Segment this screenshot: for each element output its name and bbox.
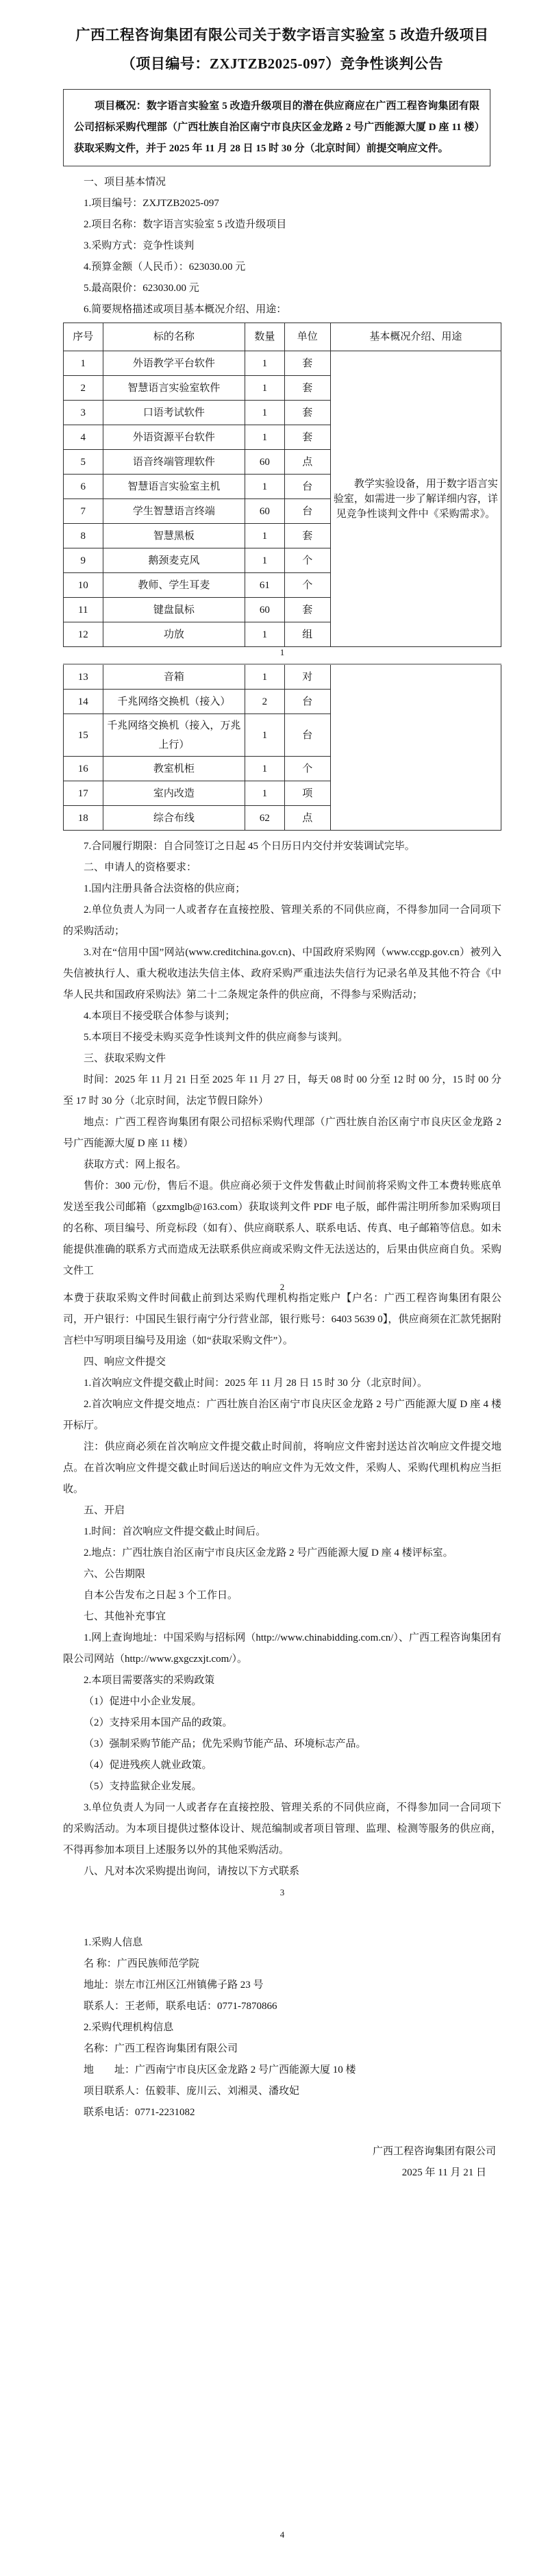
cell-qty: 1 [245,757,285,781]
paragraph: 2.地点：广西壮族自治区南宁市良庆区金龙路 2 号广西能源大厦 D 座 4 楼评标室。 [84,1548,453,1558]
cell-seq: 17 [64,781,103,806]
paragraph: 4.预算金额（人民币）：623030.00 元 [84,262,246,273]
cell-seq: 14 [64,690,103,714]
cell-unit: 个 [284,573,330,598]
paragraph: （1）促进中小企业发展。 [84,1696,202,1707]
section-contacts [63,1932,501,2184]
cell-name: 音箱 [103,664,245,690]
header-unit: 单位 [284,323,330,351]
paragraph: 1.国内注册具备合法资格的供应商； [84,883,246,894]
cell-name: 鹅颈麦克风 [103,548,245,573]
cell-qty: 1 [245,351,285,376]
cell-unit: 个 [284,548,330,573]
paragraph: 售价：300 元/份，售后不退。供应商必须于文件发售截止时间前将采购文件工本费转账底单发送至我公司邮箱（gzxmglb@163.com）获取谈判文件 PDF 电子版，邮件需注明所参加采购项目的名称、项目编号、所竞标段（如有）、供应商联系人、联系电话、传真、电子邮箱等信息。如未能提供准确的联系方式而造成无法联系供应商或采购文件无法送达的，后果由供应商自负。采购文件工 [63,1180,501,1276]
document-page-3 [0,1277,548,1904]
cell-name: 外语资源平台软件 [103,425,245,450]
cell-name: 功放 [103,622,245,647]
table-row [64,351,501,376]
paragraph: 7.合同履行期限：自合同签订之日起 45 个日历日内交付并安装调试完毕。 [84,841,415,852]
paragraph: 1.网上查询地址：中国采购与招标网（http://www.chinabidding.com.cn/）、广西工程咨询集团有限公司网站（http://www.gxgczxjt.com/）。 [63,1632,501,1665]
table-header-row [64,323,501,351]
paragraph: 名称：广西工程咨询集团有限公司 [84,2043,238,2054]
page-number: 1 [279,647,285,657]
cell-unit: 项 [284,781,330,806]
cell-unit: 台 [284,475,330,499]
cell-name: 教师、学生耳麦 [103,573,245,598]
table-row [64,664,501,690]
cell-unit: 台 [284,499,330,524]
paragraph: 四、响应文件提交 [84,1356,166,1367]
paragraph: 3.单位负责人为同一人或者存在直接控股、管理关系的不同供应商，不得参加同一合同项下的采购活动。为本项目提供过整体设计、规范编制或者项目管理、监理、检测等服务的供应商，不得再参加本项目上述服务以外的其他采购活动。 [63,1802,501,1856]
items-table-part1 [63,323,501,647]
cell-qty: 1 [245,548,285,573]
cell-name: 室内改造 [103,781,245,806]
cell-qty: 1 [245,401,285,425]
paragraph: 4.本项目不接受联合体参与谈判； [84,1011,236,1022]
cell-seq: 16 [64,757,103,781]
paragraph: 2.项目名称：数字语言实验室 5 改造升级项目 [84,219,287,230]
paragraph: 3.对在“信用中国”网站(www.creditchina.gov.cn)、中国政府采购网（www.ccgp.gov.cn）被列入失信被执行人、重大税收违法失信主体、政府采购严重违法失信行为记录名单及其他不符合《中华人民共和国政府采购法》第二十二条规定条件的供应商，不得参与采购活动； [63,947,501,1000]
paragraph: 五、开启 [84,1505,125,1516]
paragraph: 2.本项目需要落实的采购政策 [84,1675,215,1686]
paragraph: 2.首次响应文件提交地点：广西壮族自治区南宁市良庆区金龙路 2 号广西能源大厦 D 座 4 楼开标厅。 [63,1399,501,1431]
project-overview-box: 项目概况：数字语言实验室 5 改造升级项目的潜在供应商应在广西工程咨询集团有限公司招标采购代理部（广西壮族自治区南宁市良庆区金龙路 2 号广西能源大厦 D 座 11 楼）获取采购文件，并于 2025 年 11 月 28 日 15 时 30 分（北京时间）前提交响应文件。 [63,89,490,166]
cell-unit: 点 [284,806,330,831]
paragraph: 七、其他补充事宜 [84,1611,166,1622]
cell-unit: 套 [284,401,330,425]
cell-name: 键盘鼠标 [103,598,245,622]
paragraph: 5.最高限价：623030.00 元 [84,283,199,294]
cell-seq: 15 [64,714,103,757]
cell-qty: 62 [245,806,285,831]
cell-qty: 1 [245,524,285,548]
paragraph: 2.单位负责人为同一人或者存在直接控股、管理关系的不同供应商，不得参加同一合同项下的采购活动； [63,905,501,937]
cell-unit: 台 [284,690,330,714]
cell-name: 千兆网络交换机（接入） [103,690,245,714]
paragraph: 地址：崇左市江州区江州镇佛子路 23 号 [84,1980,264,1991]
cell-name: 智慧黑板 [103,524,245,548]
paragraph: （3）强制采购节能产品；优先采购节能产品、环境标志产品。 [84,1739,366,1750]
cell-seq: 3 [64,401,103,425]
cell-seq: 4 [64,425,103,450]
cell-name: 语音终端管理软件 [103,450,245,475]
paragraph: 联系电话：0771-2231082 [84,2107,195,2118]
paragraph: 地 址：广西南宁市良庆区金龙路 2 号广西能源大厦 10 楼 [84,2064,356,2075]
paragraph: （5）支持监狱企业发展。 [84,1781,202,1792]
paragraph: （4）促进残疾人就业政策。 [84,1760,212,1771]
section-requirements-and-docs [63,836,501,1282]
paragraph: 三、获取采购文件 [84,1053,166,1064]
page-number: 2 [279,1282,285,1292]
cell-name: 综合布线 [103,806,245,831]
cell-seq: 8 [64,524,103,548]
paragraph: 地点：广西工程咨询集团有限公司招标采购代理部（广西壮族自治区南宁市良庆区金龙路 2 号广西能源大厦 D 座 11 楼） [63,1117,501,1149]
cell-seq: 2 [64,376,103,401]
cell-seq: 9 [64,548,103,573]
cell-qty: 1 [245,475,285,499]
cell-seq: 6 [64,475,103,499]
cell-note-merged: 教学实验设备，用于数字语言实验室，如需进一步了解详细内容，详见竞争性谈判文件中《采购需求》。 [330,351,501,647]
paragraph: 二、申请人的资格要求： [84,862,197,873]
cell-qty: 1 [245,714,285,757]
document-page-2 [0,651,548,1292]
cell-qty: 1 [245,781,285,806]
cell-name: 外语教学平台软件 [103,351,245,376]
paragraph: 一、项目基本情况 [84,177,166,188]
items-table-part2 [63,664,501,831]
page-number: 4 [279,2529,285,2540]
cell-qty: 2 [245,690,285,714]
paragraph: （2）支持采用本国产品的政策。 [84,1717,233,1728]
paragraph: 时间：2025 年 11 月 21 日至 2025 年 11 月 27 日，每天 08 时 00 分至 12 时 00 分，15 时 00 分至 17 时 30 分（北京时间，法定节假日除外） [63,1074,501,1107]
cell-qty: 1 [245,664,285,690]
paragraph: 名 称：广西民族师范学院 [84,1958,199,1969]
paragraph: 项目联系人：伍毅菲、庞川云、刘湘灵、潘玫妃 [84,2086,300,2097]
paragraph: 八、凡对本次采购提出询问，请按以下方式联系 [84,1866,300,1877]
paragraph: 3.采购方式：竞争性谈判 [84,240,195,251]
cell-unit: 个 [284,757,330,781]
cell-qty: 1 [245,376,285,401]
cell-name: 千兆网络交换机（接入，万兆上行） [103,714,245,757]
header-qty: 数量 [245,323,285,351]
paragraph: 6.简要规格描述或项目基本概况介绍、用途： [84,304,287,315]
header-seq: 序号 [64,323,103,351]
header-note: 基本概况介绍、用途 [330,323,501,351]
cell-name: 口语考试软件 [103,401,245,425]
document-page-1 [0,0,548,657]
cell-qty: 60 [245,598,285,622]
cell-unit: 台 [284,714,330,757]
paragraph: 5.本项目不接受未购买竞争性谈判文件的供应商参与谈判。 [84,1032,349,1043]
page-number: 3 [279,1887,285,1897]
cell-seq: 5 [64,450,103,475]
cell-unit: 套 [284,351,330,376]
cell-note-merged-empty [330,664,501,831]
cell-qty: 1 [245,622,285,647]
cell-seq: 11 [64,598,103,622]
cell-name: 智慧语言实验室软件 [103,376,245,401]
document-title-line2: （项目编号：ZXJTZB2025-097）竞争性谈判公告 [121,55,444,72]
cell-unit: 套 [284,524,330,548]
cell-seq: 12 [64,622,103,647]
document-page-4 [0,1904,548,2576]
cell-unit: 组 [284,622,330,647]
cell-seq: 18 [64,806,103,831]
paragraph: 1.项目编号：ZXJTZB2025-097 [84,198,219,209]
paragraph: 1.采购人信息 [84,1937,143,1948]
paragraph: 1.首次响应文件提交截止时间：2025 年 11 月 28 日 15 时 30 分（北京时间）。 [84,1378,427,1389]
cell-unit: 套 [284,376,330,401]
paragraph: 自本公告发布之日起 3 个工作日。 [84,1590,238,1601]
paragraph: 1.时间：首次响应文件提交截止时间后。 [84,1526,266,1537]
paragraph: 注：供应商必须在首次响应文件提交截止时间前，将响应文件密封送达首次响应文件提交地点。在首次响应文件提交截止时间后送达的响应文件为无效文件，采购人、采购代理机构应当拒收。 [63,1441,501,1495]
paragraph: 本费于获取采购文件时间截止前到达采购代理机构指定账户【户名：广西工程咨询集团有限公司，开户银行：中国民生银行南宁分行营业部，银行账号：6403 5639 0】，供应商须在汇款凭据附言栏中写明项目编号及用途（如“获取采购文件”）。 [63,1293,501,1346]
cell-unit: 点 [284,450,330,475]
cell-qty: 61 [245,573,285,598]
paragraph: 六、公告期限 [84,1569,146,1580]
section-basic-info [63,172,501,320]
cell-name: 教室机柜 [103,757,245,781]
paragraph: 广西工程咨询集团有限公司 [372,2146,496,2157]
cell-unit: 套 [284,425,330,450]
cell-name: 学生智慧语言终端 [103,499,245,524]
cell-qty: 60 [245,499,285,524]
paragraph: 2.采购代理机构信息 [84,2022,174,2033]
cell-unit: 套 [284,598,330,622]
cell-seq: 10 [64,573,103,598]
section-submission-and-policies [63,1288,501,1882]
cell-seq: 13 [64,664,103,690]
paragraph: 2025 年 11 月 21 日 [401,2167,486,2178]
document-title-line1: 广西工程咨询集团有限公司关于数字语言实验室 5 改造升级项目 [75,27,489,43]
cell-seq: 1 [64,351,103,376]
cell-unit: 对 [284,664,330,690]
cell-qty: 1 [245,425,285,450]
cell-name: 智慧语言实验室主机 [103,475,245,499]
paragraph: 获取方式：网上报名。 [84,1159,187,1170]
paragraph: 联系人：王老师，联系电话：0771-7870866 [84,2001,277,2012]
cell-qty: 60 [245,450,285,475]
header-name: 标的名称 [103,323,245,351]
cell-seq: 7 [64,499,103,524]
